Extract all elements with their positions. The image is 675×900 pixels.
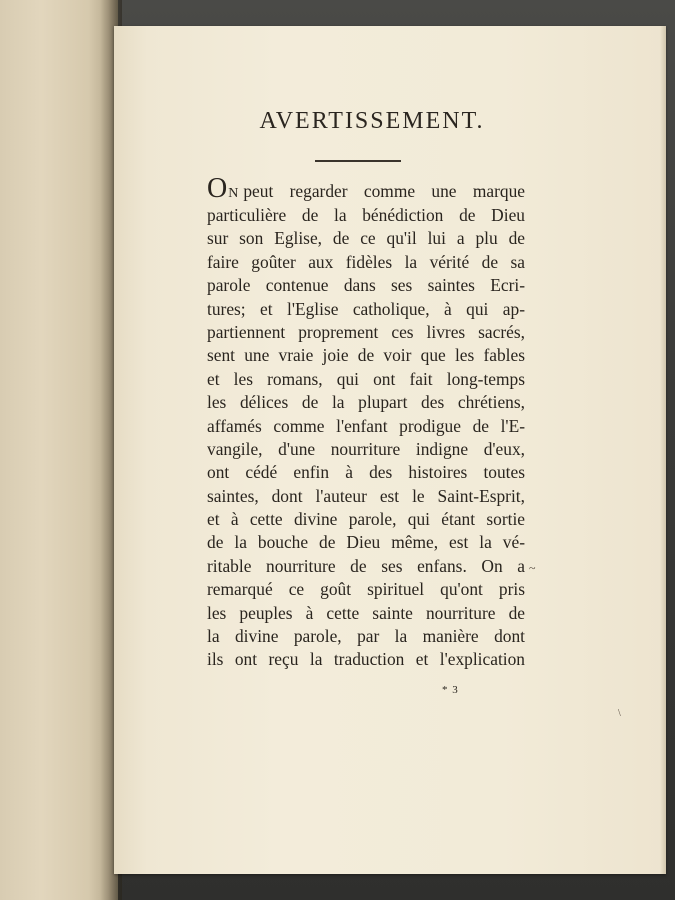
text-line: vangile, d'une nourriture indigne d'eux, [207,438,525,459]
text-line: la divine parole, par la manière dont [207,626,525,647]
text-line: et à cette divine parole, qui étant sortie [207,509,525,530]
first-line [207,174,525,204]
body-text [207,174,525,672]
text-line: les délices de la plupart des chrétiens, [207,392,525,413]
drop-initial: O [207,173,229,204]
margin-mark: ~ [529,561,536,575]
page-heading: AVERTISSEMENT. [259,108,485,134]
text-line: partiennent proprement ces livres sacrés, [207,321,525,342]
text-line: de la bouche de Dieu même, est la vé- [207,532,525,553]
heading-rule [315,160,401,162]
page-edge-shading [660,26,666,874]
text-line: saintes, dont l'auteur est le Saint-Esprit, [207,485,525,506]
text-page [114,26,666,874]
text-line: remarqué ce goût spirituel qu'ont pris [207,579,525,600]
text-line: parole contenue dans ses saintes Ecri- [207,275,525,296]
text-line: tures; et l'Eglise catholique, à qui ap- [207,298,525,319]
signature-mark: * 3 [442,684,459,696]
text-line: particulière de la bénédiction de Dieu [207,205,525,225]
text-line: ils ont reçu la traduction et l'explication [207,649,525,670]
text-line: ritable nourriture de ses enfans. On a [207,555,525,576]
first-line-text: peut regarder comme une marque [243,181,525,201]
text-line: et les romans, qui ont fait long-temps [207,368,525,389]
text-line: faire goûter aux fidèles la vérité de sa [207,251,525,272]
text-line: affamés comme l'enfant prodigue de l'E- [207,415,525,436]
text-line: ont cédé enfin à des histoires toutes [207,462,525,483]
small-cap: N [228,186,240,201]
text-line: sur son Eglise, de ce qu'il lui a plu de [207,228,525,249]
text-line: les peuples à cette sainte nourriture de [207,602,525,623]
text-line: sent une vraie joie de voir que les fables [207,345,525,366]
margin-mark: \ [618,708,621,719]
